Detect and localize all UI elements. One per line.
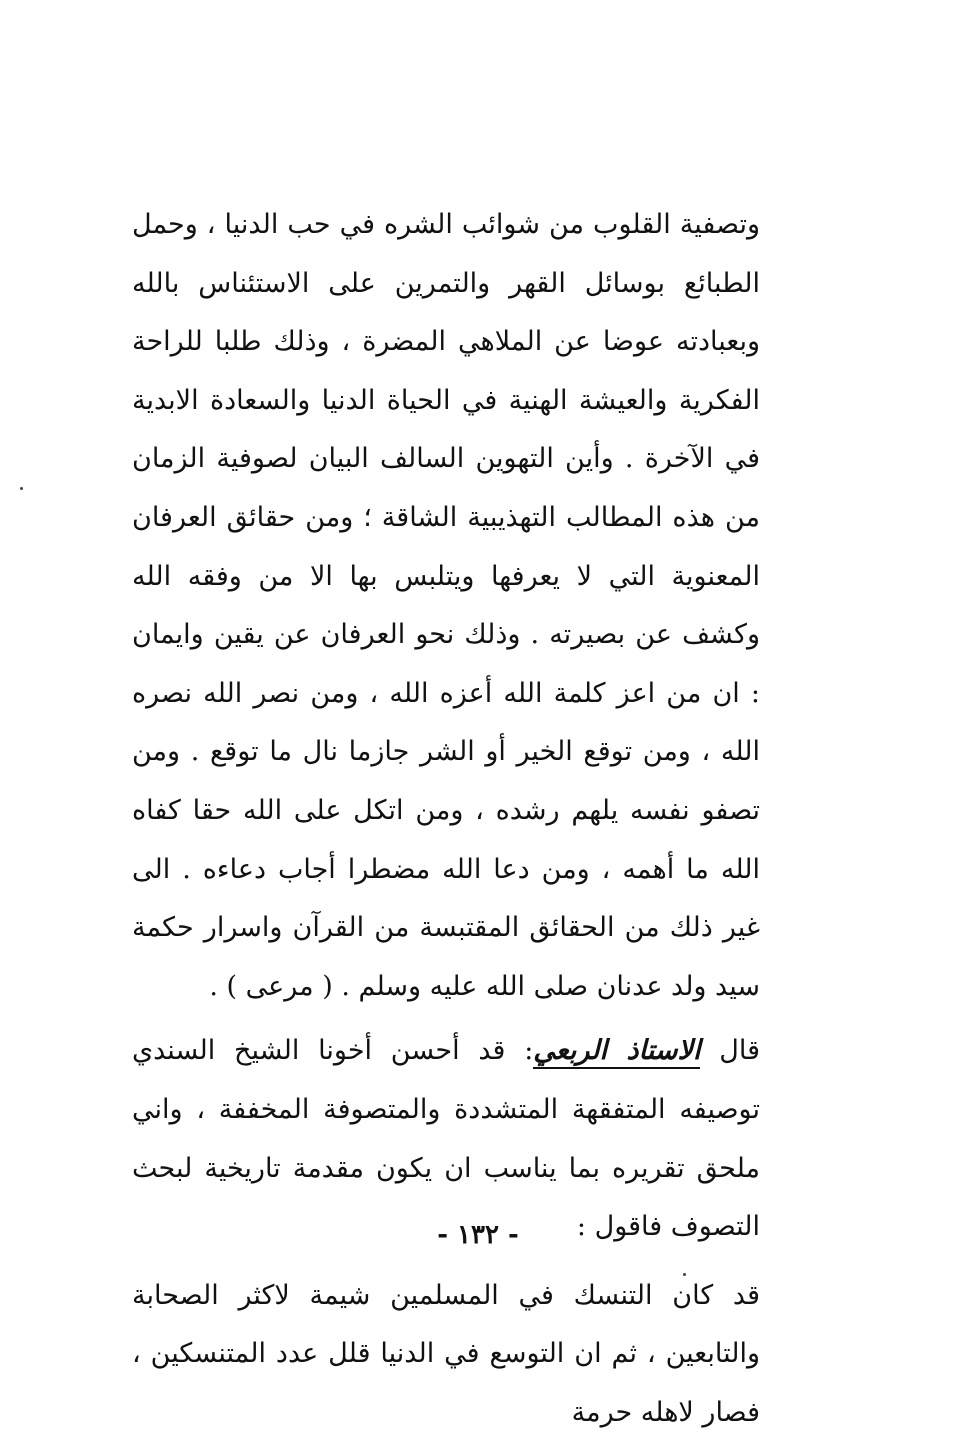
paragraph-1: وتصفية القلوب من شوائب الشره في حب الدنيا ، وحمل الطبائع بوسائل القهر والتمرين على الاستئناس بالله وبعبادته عوضا عن الملاهي المضرة ، وذلك طلبا للراحة الفكرية والعيشة الهنية في الحياة الدنيا والسعادة الابدية في الآخرة . وأين التهوين السالف البيان لصوفية الزمان من هذه المطالب التهذيبية الشاقة ؛ ومن حقائق العرفان المعنوية التي لا يعرفها ويتلبس بها الا من وفقه الله وكشف عن بصيرته . وذلك نحو العرفان عن يقين وايمان : ان من اعز كلمة الله أعزه الله ، ومن نصر الله نصره الله ، ومن توقع الخير أو الشر جازما نال ما توقع . ومن تصفو نفسه يلهم رشده ، ومن اتكل على الله حقا كفاه الله ما أهمه ، ومن دعا الله مضطرا أجاب دعاءه . الى غير ذلك من الحقائق المقتبسة من القرآن واسرار حكمة سيد ولد عدنان صلى الله عليه وسلم . ( مرعى ) .	[132, 209, 760, 1002]
paragraph-3: قد كان التنسك في المسلمين شيمة لاكثر الصحابة والتابعين ، ثم ان التوسع في الدنيا قلل عدد المتنسكين ، فصار لاهله حرمة	[132, 1279, 760, 1428]
scan-speck	[683, 1273, 686, 1276]
page-body	[132, 196, 760, 1442]
scan-speck	[20, 487, 23, 490]
paragraph-2-lead: قال	[719, 1035, 760, 1067]
speaker-name: الاستاذ الربعي	[533, 1035, 700, 1069]
page-number: - ١٣٢ -	[437, 1220, 519, 1250]
paragraph-2-text: : قد أحسن أخونا الشيخ السندي توصيفه المتفقهة المتشددة والمتصوفة المخففة ، واني ملحق تقريره بما يناسب ان يكون مقدمة تاريخية لبحث التصوف فاقول :	[132, 1035, 760, 1243]
